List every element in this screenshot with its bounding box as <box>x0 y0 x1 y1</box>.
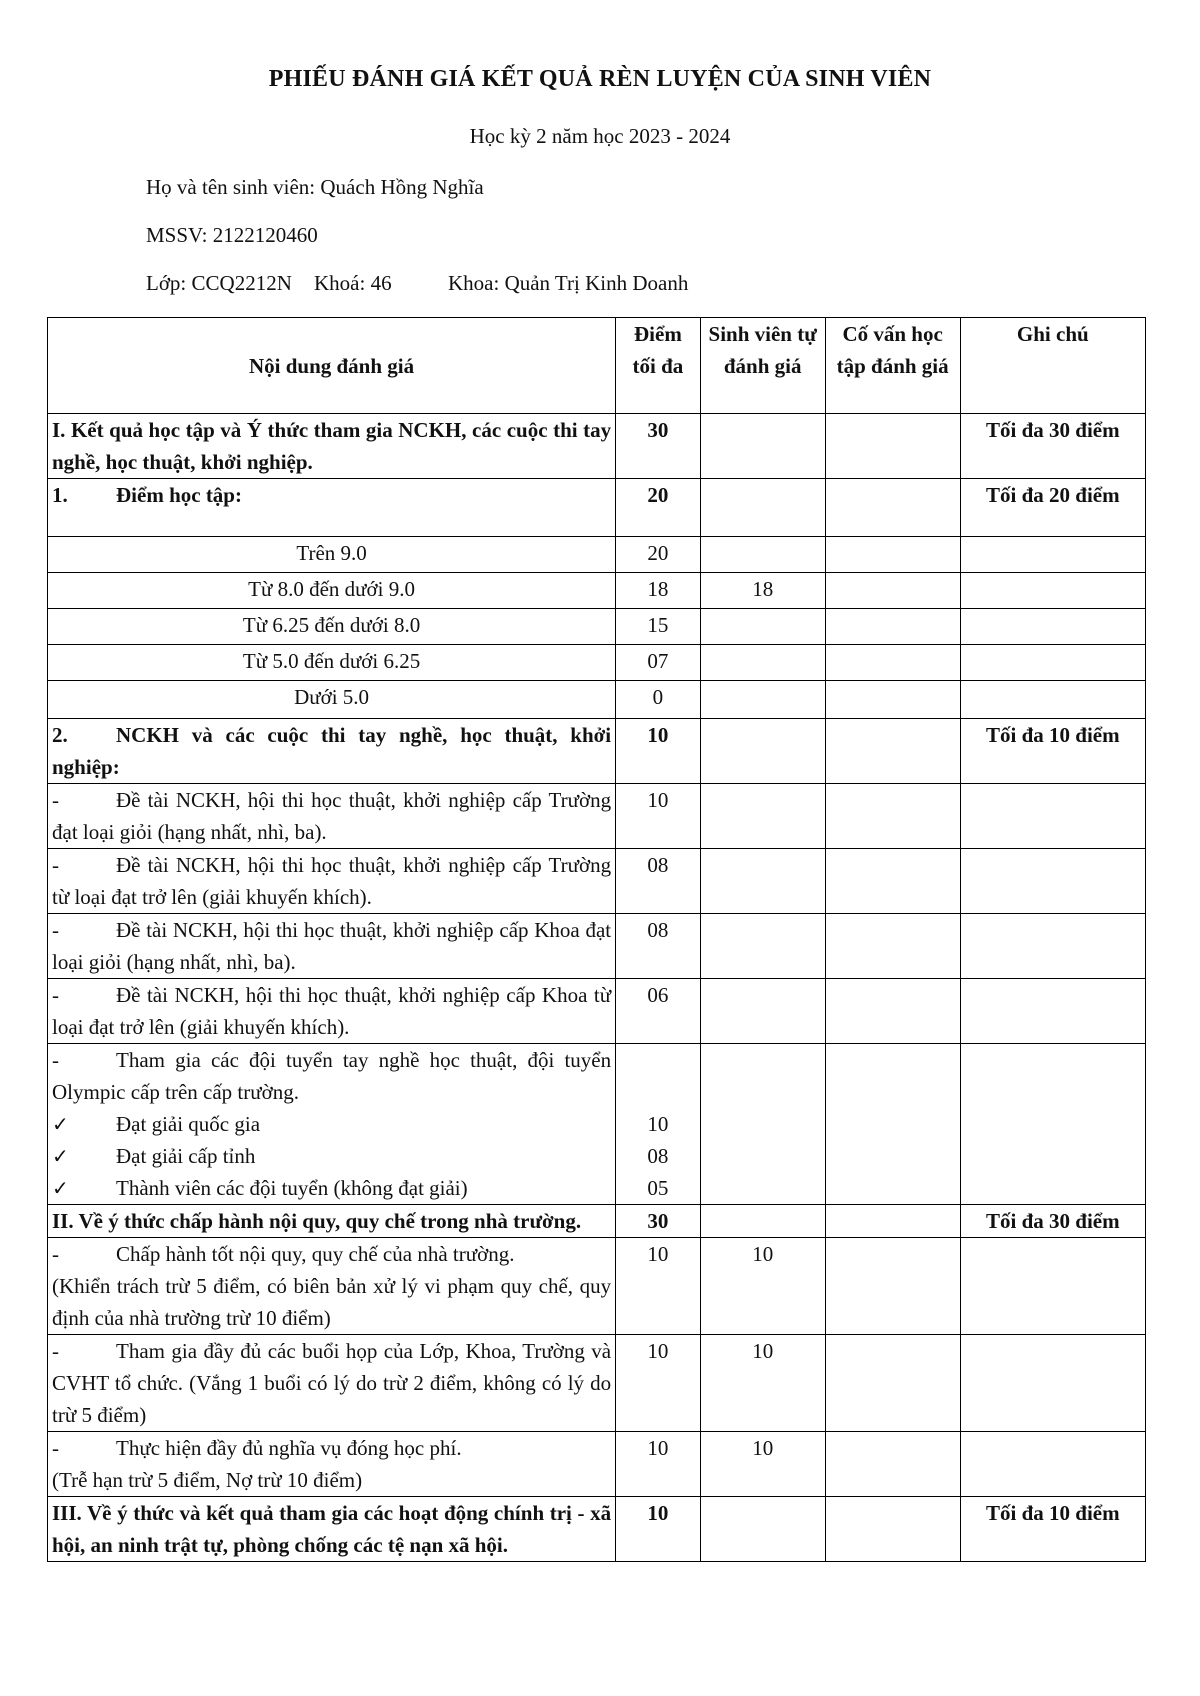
research-text: - Đề tài NCKH, hội thi học thuật, khởi nghiệp cấp Khoa đạt loại giỏi (hạng nhất, nhì, ba). <box>48 914 616 979</box>
note-cell <box>960 681 1145 719</box>
grade-row <box>48 645 1146 681</box>
header-max-score: Điểm tối đa <box>616 318 701 414</box>
advisor-eval-cell[interactable] <box>825 1044 960 1205</box>
self-eval-cell[interactable]: 18 <box>700 573 825 609</box>
self-eval-cell[interactable] <box>700 979 825 1044</box>
self-eval-cell[interactable]: 10 <box>700 1238 825 1335</box>
advisor-eval-cell[interactable] <box>825 479 960 537</box>
grade-label: Từ 6.25 đến dưới 8.0 <box>48 609 616 645</box>
section-note: Tối đa 10 điểm <box>960 1497 1145 1562</box>
grade-row <box>48 609 1146 645</box>
advisor-eval-cell[interactable] <box>825 1238 960 1335</box>
self-eval-cell[interactable] <box>700 784 825 849</box>
self-eval-cell[interactable] <box>700 1044 825 1205</box>
item-max: 20 <box>616 479 701 537</box>
grade-max: 0 <box>616 681 701 719</box>
advisor-eval-cell[interactable] <box>825 1205 960 1238</box>
header-self-eval: Sinh viên tự đánh giá <box>700 318 825 414</box>
grade-max: 18 <box>616 573 701 609</box>
advisor-eval-cell[interactable] <box>825 645 960 681</box>
check-icon: ✓ <box>52 1176 69 1200</box>
grade-max: 15 <box>616 609 701 645</box>
advisor-eval-cell[interactable] <box>825 719 960 784</box>
self-eval-cell[interactable] <box>700 414 825 479</box>
evaluation-table <box>47 317 1146 1562</box>
olympic-item: Thành viên các đội tuyển (không đạt giải) <box>116 1176 468 1200</box>
self-eval-cell[interactable] <box>700 719 825 784</box>
note-cell <box>960 1238 1145 1335</box>
rule-max: 10 <box>616 1335 701 1432</box>
faculty-label: Khoa: Quản Trị Kinh Doanh <box>448 271 689 295</box>
note-cell <box>960 1432 1145 1497</box>
advisor-eval-cell[interactable] <box>825 784 960 849</box>
research-row <box>48 979 1146 1044</box>
section-note: Tối đa 30 điểm <box>960 414 1145 479</box>
research-max: 10 <box>616 784 701 849</box>
research-text: - Đề tài NCKH, hội thi học thuật, khởi nghiệp cấp Trường từ loại đạt trở lên (giải khuyến khích). <box>48 849 616 914</box>
grade-max: 07 <box>616 645 701 681</box>
self-eval-cell[interactable] <box>700 537 825 573</box>
self-eval-cell[interactable] <box>700 479 825 537</box>
rule-row <box>48 1432 1146 1497</box>
advisor-eval-cell[interactable] <box>825 1497 960 1562</box>
item-max: 10 <box>616 719 701 784</box>
grade-max: 20 <box>616 537 701 573</box>
advisor-eval-cell[interactable] <box>825 414 960 479</box>
section-note: Tối đa 30 điểm <box>960 1205 1145 1238</box>
note-cell <box>960 784 1145 849</box>
advisor-eval-cell[interactable] <box>825 979 960 1044</box>
section-title: I. Kết quả học tập và Ý thức tham gia NCKH, các cuộc thi tay nghề, học thuật, khởi nghiệp. <box>48 414 616 479</box>
rule-text: - Tham gia đầy đủ các buổi họp của Lớp, Khoa, Trường và CVHT tổ chức. (Vắng 1 buổi có lý do trừ 2 điểm, không có lý do trừ 5 điểm) <box>48 1335 616 1432</box>
grade-label: Từ 5.0 đến dưới 6.25 <box>48 645 616 681</box>
section-max: 30 <box>616 1205 701 1238</box>
advisor-eval-cell[interactable] <box>825 849 960 914</box>
research-text: - Đề tài NCKH, hội thi học thuật, khởi nghiệp cấp Trường đạt loại giỏi (hạng nhất, nhì, ba). <box>48 784 616 849</box>
advisor-eval-cell[interactable] <box>825 609 960 645</box>
header-content: Nội dung đánh giá <box>48 318 616 414</box>
grade-label: Từ 8.0 đến dưới 9.0 <box>48 573 616 609</box>
research-max: 06 <box>616 979 701 1044</box>
student-id: MSSV: 2122120460 <box>146 223 318 247</box>
research-row <box>48 849 1146 914</box>
self-eval-cell[interactable] <box>700 609 825 645</box>
table-header-row <box>48 318 1146 414</box>
advisor-eval-cell[interactable] <box>825 537 960 573</box>
header-note: Ghi chú <box>960 318 1145 414</box>
advisor-eval-cell[interactable] <box>825 1335 960 1432</box>
grade-row <box>48 681 1146 719</box>
section-max: 30 <box>616 414 701 479</box>
self-eval-cell[interactable] <box>700 681 825 719</box>
advisor-eval-cell[interactable] <box>825 914 960 979</box>
note-cell <box>960 849 1145 914</box>
self-eval-cell[interactable] <box>700 1497 825 1562</box>
grade-row <box>48 573 1146 609</box>
section-row <box>48 1205 1146 1238</box>
check-icon: ✓ <box>52 1112 69 1136</box>
research-text: - Đề tài NCKH, hội thi học thuật, khởi nghiệp cấp Khoa từ loại đạt trở lên (giải khuyến khích). <box>48 979 616 1044</box>
item-row <box>48 719 1146 784</box>
olympic-max: 10 08 05 <box>616 1044 701 1205</box>
class-info <box>146 271 688 296</box>
section-row <box>48 414 1146 479</box>
advisor-eval-cell[interactable] <box>825 681 960 719</box>
item-title: 1. Điểm học tập: <box>48 479 616 537</box>
self-eval-cell[interactable] <box>700 914 825 979</box>
advisor-eval-cell[interactable] <box>825 573 960 609</box>
rule-max: 10 <box>616 1238 701 1335</box>
olympic-item: Đạt giải quốc gia <box>116 1112 261 1136</box>
note-cell <box>960 645 1145 681</box>
research-row <box>48 914 1146 979</box>
student-name: Họ và tên sinh viên: Quách Hồng Nghĩa <box>146 175 484 199</box>
olympic-intro: Tham gia các đội tuyển tay nghề học thuật, đội tuyển Olympic cấp trên cấp trường. <box>52 1048 612 1104</box>
research-row <box>48 784 1146 849</box>
section-title: III. Về ý thức và kết quả tham gia các hoạt động chính trị - xã hội, an ninh trật tự, phòng chống các tệ nạn xã hội. <box>48 1497 616 1562</box>
note-cell <box>960 609 1145 645</box>
self-eval-cell[interactable] <box>700 645 825 681</box>
course-label: Khoá: 46 <box>314 271 392 295</box>
section-title: II. Về ý thức chấp hành nội quy, quy chế trong nhà trường. <box>48 1205 616 1238</box>
note-cell <box>960 537 1145 573</box>
item-note: Tối đa 20 điểm <box>960 479 1145 537</box>
grade-label: Trên 9.0 <box>48 537 616 573</box>
olympic-item: Đạt giải cấp tỉnh <box>116 1144 256 1168</box>
semester-subtitle: Học kỳ 2 năm học 2023 - 2024 <box>469 124 731 148</box>
research-max: 08 <box>616 914 701 979</box>
note-cell <box>960 573 1145 609</box>
self-eval-cell[interactable] <box>700 1205 825 1238</box>
self-eval-cell[interactable] <box>700 849 825 914</box>
item-row <box>48 479 1146 537</box>
note-cell <box>960 1335 1145 1432</box>
research-max: 08 <box>616 849 701 914</box>
rule-text: - Thực hiện đầy đủ nghĩa vụ đóng học phí. (Trễ hạn trừ 5 điểm, Nợ trừ 10 điểm) <box>48 1432 616 1497</box>
header-advisor-eval: Cố vấn học tập đánh giá <box>825 318 960 414</box>
class-label: Lớp: CCQ2212N <box>146 271 292 295</box>
grade-row <box>48 537 1146 573</box>
grade-label: Dưới 5.0 <box>48 681 616 719</box>
rule-text: - Chấp hành tốt nội quy, quy chế của nhà trường. (Khiển trách trừ 5 điểm, có biên bản xử lý vi phạm quy chế, quy định của nhà trường trừ 10 điểm) <box>48 1238 616 1335</box>
section-max: 10 <box>616 1497 701 1562</box>
self-eval-cell[interactable]: 10 <box>700 1432 825 1497</box>
self-eval-cell[interactable]: 10 <box>700 1335 825 1432</box>
rule-row <box>48 1335 1146 1432</box>
check-icon: ✓ <box>52 1144 69 1168</box>
item-note: Tối đa 10 điểm <box>960 719 1145 784</box>
olympic-text: - Tham gia các đội tuyển tay nghề học thuật, đội tuyển Olympic cấp trên cấp trường. ✓ Đạt giải quốc gia ✓ Đạt giải cấp tỉnh ✓ Thành viên các đội tuyển (không đạt giải) <box>48 1044 616 1205</box>
advisor-eval-cell[interactable] <box>825 1432 960 1497</box>
rule-max: 10 <box>616 1432 701 1497</box>
item-title: 2. NCKH và các cuộc thi tay nghề, học thuật, khởi nghiệp: <box>48 719 616 784</box>
note-cell <box>960 914 1145 979</box>
olympic-row <box>48 1044 1146 1205</box>
rule-row <box>48 1238 1146 1335</box>
note-cell <box>960 1044 1145 1205</box>
page-title: PHIẾU ĐÁNH GIÁ KẾT QUẢ RÈN LUYỆN CỦA SINH VIÊN <box>268 66 932 92</box>
section-row <box>48 1497 1146 1562</box>
note-cell <box>960 979 1145 1044</box>
